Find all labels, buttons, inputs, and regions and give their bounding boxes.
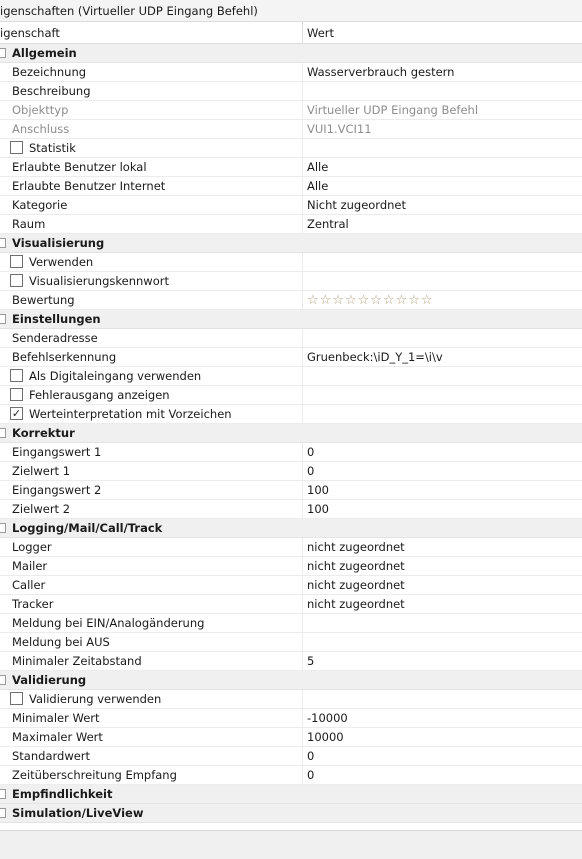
property-row-meldung-bei-ein-analoganderung[interactable] bbox=[0, 614, 582, 633]
property-value: Nicht zugeordnet bbox=[307, 198, 407, 212]
property-row-caller[interactable] bbox=[0, 576, 582, 595]
property-name-cell bbox=[0, 82, 303, 100]
property-value-cell[interactable] bbox=[303, 728, 582, 746]
collapse-toggle-icon[interactable] bbox=[0, 808, 6, 818]
property-row-werteinterpretation-mit-vorzeichen[interactable] bbox=[0, 405, 582, 424]
property-row-befehlserkennung[interactable] bbox=[0, 348, 582, 367]
property-label: Mailer bbox=[12, 559, 48, 573]
property-value-cell bbox=[303, 519, 582, 537]
property-value-cell bbox=[303, 310, 582, 328]
checkbox[interactable] bbox=[10, 141, 23, 154]
property-row-kategorie[interactable] bbox=[0, 196, 582, 215]
category-validierung[interactable] bbox=[0, 671, 582, 690]
category-empfindlichkeit[interactable] bbox=[0, 785, 582, 804]
property-name-cell bbox=[0, 728, 303, 746]
property-value: Alle bbox=[307, 160, 329, 174]
property-label: Standardwert bbox=[12, 749, 91, 763]
property-label: Raum bbox=[12, 217, 46, 231]
property-label: Visualisierungskennwort bbox=[29, 274, 169, 288]
property-label: Objekttyp bbox=[12, 103, 69, 117]
status-bar bbox=[0, 830, 582, 859]
property-name-cell bbox=[0, 367, 303, 385]
property-value-cell[interactable] bbox=[303, 633, 582, 651]
checkbox-checked[interactable]: ✓ bbox=[11, 407, 22, 420]
property-label: Zielwert 1 bbox=[12, 464, 71, 478]
property-label: Allgemein bbox=[12, 46, 77, 60]
property-row-raum[interactable] bbox=[0, 215, 582, 234]
property-label: Validierung verwenden bbox=[29, 692, 162, 706]
property-name-cell bbox=[0, 177, 303, 195]
property-value: 0 bbox=[307, 768, 315, 782]
checkbox[interactable] bbox=[10, 255, 23, 268]
property-name-cell bbox=[0, 272, 303, 290]
property-row-objekttyp[interactable] bbox=[0, 101, 582, 120]
checkbox[interactable] bbox=[10, 388, 23, 401]
property-name-cell bbox=[0, 462, 303, 480]
property-value-cell[interactable] bbox=[303, 652, 582, 670]
property-name-cell bbox=[0, 101, 303, 119]
property-label: Erlaubte Benutzer Internet bbox=[12, 179, 166, 193]
property-label: Kategorie bbox=[12, 198, 68, 212]
property-value: -10000 bbox=[307, 711, 348, 725]
property-value: 0 bbox=[307, 464, 315, 478]
category-label bbox=[0, 785, 303, 803]
property-row-anschluss[interactable] bbox=[0, 120, 582, 139]
property-label: Simulation/LiveView bbox=[12, 806, 144, 820]
property-name-cell bbox=[0, 348, 303, 366]
checkbox[interactable] bbox=[10, 692, 23, 705]
property-label: Visualisierung bbox=[12, 236, 105, 250]
property-name-cell bbox=[0, 595, 303, 613]
property-value: nicht zugeordnet bbox=[307, 578, 405, 592]
property-value-cell[interactable] bbox=[303, 63, 582, 81]
property-label: Befehlserkennung bbox=[12, 350, 117, 364]
property-name-cell bbox=[0, 158, 303, 176]
property-label: Meldung bei AUS bbox=[12, 635, 110, 649]
property-value: 0 bbox=[307, 749, 315, 763]
collapse-toggle-icon[interactable] bbox=[0, 428, 6, 438]
property-name-cell bbox=[0, 500, 303, 518]
category-label bbox=[0, 234, 303, 252]
category-korrektur[interactable] bbox=[0, 424, 582, 443]
property-value: VUI1.VCI11 bbox=[307, 122, 372, 136]
property-name-cell bbox=[0, 120, 303, 138]
property-row-erlaubte-benutzer-internet[interactable] bbox=[0, 177, 582, 196]
property-value: Wasserverbrauch gestern bbox=[307, 65, 455, 79]
property-value-cell[interactable] bbox=[303, 329, 582, 347]
property-row-erlaubte-benutzer-lokal[interactable] bbox=[0, 158, 582, 177]
property-row-senderadresse[interactable] bbox=[0, 329, 582, 348]
column-header-value[interactable]: Wert bbox=[307, 26, 335, 40]
property-value-cell[interactable] bbox=[303, 139, 582, 157]
property-value-cell[interactable] bbox=[303, 595, 582, 613]
checkbox[interactable] bbox=[10, 274, 23, 287]
property-name-cell bbox=[0, 709, 303, 727]
property-row-standardwert[interactable] bbox=[0, 747, 582, 766]
property-label: Korrektur bbox=[12, 426, 75, 440]
property-row-zeituberschreitung-empfang[interactable] bbox=[0, 766, 582, 785]
category-einstellungen[interactable] bbox=[0, 310, 582, 329]
property-name-cell bbox=[0, 63, 303, 81]
property-label: Caller bbox=[12, 578, 46, 592]
property-row-zielwert-1[interactable] bbox=[0, 462, 582, 481]
category-logging-mail-call-track[interactable] bbox=[0, 519, 582, 538]
checkbox[interactable] bbox=[10, 369, 23, 382]
property-row-zielwert-2[interactable] bbox=[0, 500, 582, 519]
property-label: Zeitüberschreitung Empfang bbox=[12, 768, 177, 782]
property-name-cell bbox=[0, 386, 303, 404]
property-value-cell[interactable] bbox=[303, 253, 582, 271]
property-row-als-digitaleingang-verwenden[interactable] bbox=[0, 367, 582, 386]
property-label: Tracker bbox=[12, 597, 54, 611]
property-value-cell bbox=[303, 804, 582, 822]
property-name-cell bbox=[0, 557, 303, 575]
property-row-fehlerausgang-anzeigen[interactable] bbox=[0, 386, 582, 405]
property-name-cell bbox=[0, 576, 303, 594]
property-row-tracker[interactable] bbox=[0, 595, 582, 614]
property-value-cell[interactable] bbox=[303, 196, 582, 214]
property-label: Als Digitaleingang verwenden bbox=[29, 369, 202, 383]
property-value: 5 bbox=[307, 654, 315, 668]
property-value-cell[interactable] bbox=[303, 747, 582, 765]
property-value-cell[interactable] bbox=[303, 443, 582, 461]
property-value-cell bbox=[303, 44, 582, 62]
category-label bbox=[0, 424, 303, 442]
property-value-cell[interactable] bbox=[303, 462, 582, 480]
property-label: Eingangswert 2 bbox=[12, 483, 102, 497]
category-visualisierung[interactable] bbox=[0, 234, 582, 253]
property-name-cell bbox=[0, 196, 303, 214]
property-label: Minimaler Wert bbox=[12, 711, 100, 725]
property-value: Gruenbeck:\iD_Y_1=\i\v bbox=[307, 350, 443, 364]
property-name-cell bbox=[0, 291, 303, 309]
property-value-cell bbox=[303, 234, 582, 252]
property-value-cell bbox=[303, 785, 582, 803]
property-value-cell[interactable] bbox=[303, 614, 582, 632]
property-name-cell bbox=[0, 614, 303, 632]
property-label: Eingangswert 1 bbox=[12, 445, 102, 459]
window-title: igenschaften (Virtueller UDP Eingang Befehl) bbox=[0, 0, 582, 22]
property-label: Senderadresse bbox=[12, 331, 98, 345]
property-label: Bezeichnung bbox=[12, 65, 87, 79]
property-label: Beschreibung bbox=[12, 84, 91, 98]
property-value-cell[interactable] bbox=[303, 481, 582, 499]
property-name-cell bbox=[0, 690, 303, 708]
property-value: 100 bbox=[307, 502, 329, 516]
category-simulation-liveview[interactable] bbox=[0, 804, 582, 823]
property-value-cell[interactable] bbox=[303, 405, 582, 423]
category-label bbox=[0, 804, 303, 822]
property-row-verwenden[interactable] bbox=[0, 253, 582, 272]
collapse-toggle-icon[interactable] bbox=[0, 48, 6, 58]
property-label: Erlaubte Benutzer lokal bbox=[12, 160, 147, 174]
property-value-cell bbox=[303, 671, 582, 689]
property-value-cell[interactable] bbox=[303, 538, 582, 556]
property-name-cell bbox=[0, 329, 303, 347]
property-name-cell bbox=[0, 215, 303, 233]
property-row-beschreibung[interactable] bbox=[0, 82, 582, 101]
property-row-validierung-verwenden[interactable] bbox=[0, 690, 582, 709]
property-value-cell[interactable] bbox=[303, 348, 582, 366]
property-row-bewertung[interactable] bbox=[0, 291, 582, 310]
property-name-cell bbox=[0, 633, 303, 651]
property-label: Fehlerausgang anzeigen bbox=[29, 388, 170, 402]
property-row-minimaler-zeitabstand[interactable] bbox=[0, 652, 582, 671]
property-name-cell bbox=[0, 766, 303, 784]
property-label: Anschluss bbox=[12, 122, 70, 136]
category-label bbox=[0, 310, 303, 328]
property-value-cell[interactable] bbox=[303, 101, 582, 119]
collapse-toggle-icon[interactable] bbox=[0, 314, 6, 324]
property-value-cell[interactable] bbox=[303, 709, 582, 727]
property-value-cell[interactable] bbox=[303, 215, 582, 233]
category-allgemein[interactable] bbox=[0, 44, 582, 63]
property-value-cell[interactable] bbox=[303, 367, 582, 385]
property-value: 10000 bbox=[307, 730, 344, 744]
property-value: Alle bbox=[307, 179, 329, 193]
collapse-toggle-icon[interactable] bbox=[0, 789, 6, 799]
property-row-eingangswert-1[interactable] bbox=[0, 443, 582, 462]
property-name-cell bbox=[0, 253, 303, 271]
property-label: Verwenden bbox=[29, 255, 94, 269]
property-value-cell[interactable] bbox=[303, 690, 582, 708]
collapse-toggle-icon[interactable] bbox=[0, 523, 6, 533]
property-label: Statistik bbox=[29, 141, 76, 155]
property-value-cell[interactable] bbox=[303, 177, 582, 195]
property-label: Minimaler Zeitabstand bbox=[12, 654, 142, 668]
property-name-cell bbox=[0, 443, 303, 461]
property-row-minimaler-wert[interactable] bbox=[0, 709, 582, 728]
property-label: Maximaler Wert bbox=[12, 730, 103, 744]
property-name-cell bbox=[0, 652, 303, 670]
property-label: Empfindlichkeit bbox=[12, 787, 113, 801]
rating-stars[interactable]: ☆☆☆☆☆☆☆☆☆☆ bbox=[307, 293, 434, 308]
property-value: nicht zugeordnet bbox=[307, 597, 405, 611]
property-value-cell[interactable] bbox=[303, 120, 582, 138]
property-label: Logging/Mail/Call/Track bbox=[12, 521, 163, 535]
property-value: Virtueller UDP Eingang Befehl bbox=[307, 103, 479, 117]
property-value: nicht zugeordnet bbox=[307, 540, 405, 554]
property-label: Meldung bei EIN/Analogänderung bbox=[12, 616, 205, 630]
property-row-meldung-bei-aus[interactable] bbox=[0, 633, 582, 652]
property-value-cell[interactable] bbox=[303, 557, 582, 575]
property-grid-header bbox=[0, 22, 582, 44]
property-name-cell bbox=[0, 481, 303, 499]
property-row-visualisierungskennwort[interactable] bbox=[0, 272, 582, 291]
column-header-property[interactable]: igenschaft bbox=[0, 22, 303, 43]
collapse-toggle-icon[interactable] bbox=[0, 675, 6, 685]
property-value-cell[interactable] bbox=[303, 386, 582, 404]
category-label bbox=[0, 671, 303, 689]
property-value-cell[interactable] bbox=[303, 576, 582, 594]
property-value: 100 bbox=[307, 483, 329, 497]
property-value-cell[interactable] bbox=[303, 272, 582, 290]
property-name-cell bbox=[0, 747, 303, 765]
property-value-cell[interactable] bbox=[303, 291, 582, 309]
property-label: Zielwert 2 bbox=[12, 502, 71, 516]
property-row-maximaler-wert[interactable] bbox=[0, 728, 582, 747]
property-row-logger[interactable] bbox=[0, 538, 582, 557]
property-value-cell[interactable] bbox=[303, 766, 582, 784]
property-label: Werteinterpretation mit Vorzeichen bbox=[29, 407, 232, 421]
property-row-bezeichnung[interactable] bbox=[0, 63, 582, 82]
property-row-mailer[interactable] bbox=[0, 557, 582, 576]
property-row-statistik[interactable] bbox=[0, 139, 582, 158]
property-name-cell bbox=[0, 538, 303, 556]
property-value: 0 bbox=[307, 445, 315, 459]
collapse-toggle-icon[interactable] bbox=[0, 238, 6, 248]
property-value: nicht zugeordnet bbox=[307, 559, 405, 573]
property-value-cell bbox=[303, 424, 582, 442]
property-value-cell[interactable] bbox=[303, 82, 582, 100]
property-grid bbox=[0, 44, 582, 823]
category-label bbox=[0, 44, 303, 62]
property-label: Validierung bbox=[12, 673, 87, 687]
property-label: Einstellungen bbox=[12, 312, 101, 326]
category-label bbox=[0, 519, 303, 537]
property-value-cell[interactable] bbox=[303, 500, 582, 518]
property-value-cell[interactable] bbox=[303, 158, 582, 176]
property-label: Bewertung bbox=[12, 293, 75, 307]
property-name-cell bbox=[0, 405, 303, 423]
property-label: Logger bbox=[12, 540, 52, 554]
property-value: Zentral bbox=[307, 217, 349, 231]
property-name-cell bbox=[0, 139, 303, 157]
property-row-eingangswert-2[interactable] bbox=[0, 481, 582, 500]
